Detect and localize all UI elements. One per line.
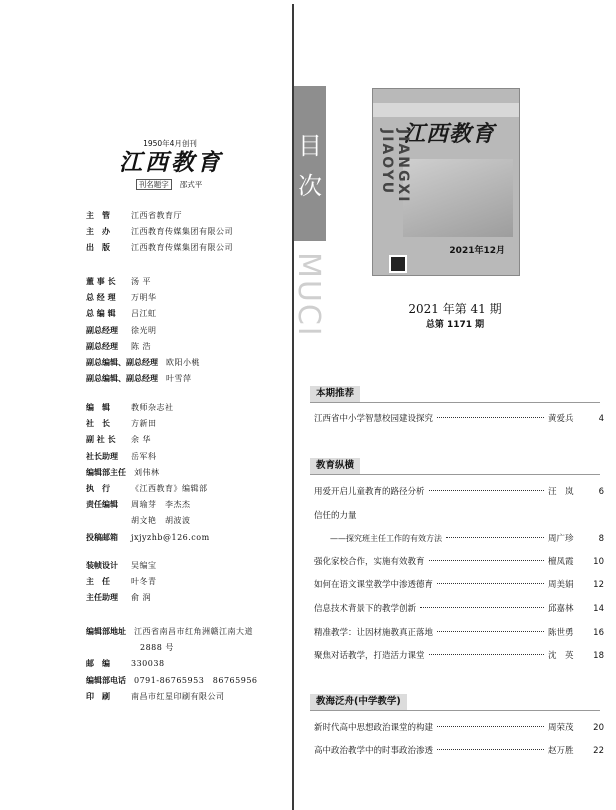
section-rule	[310, 402, 600, 403]
masthead-group-design	[86, 558, 157, 607]
masthead-group-editorial	[86, 400, 210, 546]
contents-char-mu: 目	[298, 132, 322, 160]
toc-entry[interactable]: 强化家校合作，实施有效教育 檀凤霞 10	[314, 557, 604, 567]
toc-entry[interactable]: 用爱开启儿童教育的路径分析 汪 岚 6	[314, 487, 604, 497]
masthead-row: 编辑部地址 江西省南昌市红角洲赣江南大道	[86, 627, 253, 636]
masthead-row: 副总经理 陈 浩	[86, 341, 152, 351]
logo-credit-name: 邵式平	[179, 180, 203, 189]
issue-number: 2021 年第 41 期	[408, 302, 502, 316]
contents-column	[291, 0, 616, 810]
contents-tab	[294, 86, 326, 241]
cover-photo	[403, 159, 513, 237]
founded-date: 1950年4月创刊	[143, 139, 197, 148]
masthead-row: 装帧设计 吴编宝	[86, 561, 157, 570]
toc-entry[interactable]: 精准教学：让因材施教真正落地 陈世勇 16	[314, 628, 604, 638]
cover-title: 江西教育	[403, 121, 496, 147]
masthead-row: 出 版 江西教育传媒集团有限公司	[86, 243, 233, 253]
toc-entry[interactable]: 如何在语文课堂教学中渗透德育 周美娟 12	[314, 580, 604, 590]
issue-total: 总第 1171 期	[425, 320, 485, 330]
logo-credit-label: 刊名题字	[136, 179, 172, 190]
masthead-row: 编辑部主任 刘伟林	[86, 467, 160, 477]
masthead-row: 副总编辑、副总经理 欧阳小桃	[86, 358, 200, 368]
section-header: 教育纵横	[310, 458, 360, 474]
qr-code-icon	[389, 255, 407, 273]
masthead-row: 副 社 长 余 华	[86, 435, 152, 445]
masthead-row: 主 任 叶冬青	[86, 577, 157, 587]
cover-pinyin: JIANGXI JIAOYU	[379, 129, 411, 204]
masthead-row: 总 经 理 万明华	[86, 293, 157, 303]
masthead-row: 编 辑 教师杂志社	[86, 403, 174, 412]
masthead-row: 社 长 方新田	[86, 419, 157, 429]
masthead-row: 投稿邮箱 jxjyzhb@126.com	[86, 532, 210, 542]
toc-entry[interactable]: 高中政治教学中的时事政治渗透 赵万胜 22	[314, 746, 604, 756]
contents-char-ci: 次	[298, 172, 322, 200]
section-rule	[310, 710, 600, 711]
section-rule	[310, 474, 600, 475]
masthead-row: 副总经理 徐光明	[86, 325, 157, 335]
cover-image	[372, 88, 520, 276]
cover-band	[373, 103, 519, 117]
masthead-row: 社长助理 岳军科	[86, 451, 157, 461]
section-header: 本期推荐	[310, 386, 360, 402]
masthead-row: 执 行 《江西教育》编辑部	[86, 484, 208, 494]
toc-entry[interactable]: 新时代高中思想政治课堂的构建 周荣茂 20	[314, 723, 604, 733]
masthead-row: 2888 号	[140, 643, 174, 653]
toc-entry[interactable]: 信息技术背景下的教学创新 邱嘉林 14	[314, 604, 604, 614]
masthead-row: 编辑部电话 0791-86765953 86765956	[86, 675, 258, 685]
masthead-row: 总 编 辑 吕江虹	[86, 309, 157, 319]
toc-entry[interactable]: 江西省中小学智慧校园建设探究 黄爱兵 4	[314, 414, 604, 424]
masthead-row: 责任编辑 周瑜芽 李杰杰	[86, 500, 191, 510]
masthead-row: 胡文艳 胡波波	[131, 516, 191, 526]
masthead-row: 邮 编 330038	[86, 659, 165, 669]
toc-entry-subtitle[interactable]: ——探究班主任工作的有效方法 周广珍 8	[330, 534, 604, 544]
masthead-row: 主 管 江西省教育厅	[86, 211, 182, 220]
toc-entry[interactable]: 聚焦对话教学，打造活力课堂 沈 英 18	[314, 651, 604, 661]
masthead-row: 印 刷 南昌市红星印刷有限公司	[86, 691, 225, 701]
masthead-group-contact	[86, 624, 258, 705]
logo-credit	[128, 179, 218, 190]
contents-pinyin: MUCI	[291, 252, 326, 338]
masthead-group-board	[86, 274, 200, 387]
masthead-row: 主 办 江西教育传媒集团有限公司	[86, 227, 233, 237]
masthead-row: 副总编辑、副总经理 叶雪萍	[86, 374, 192, 384]
masthead-group-publisher	[86, 208, 233, 257]
section-header: 教海泛舟(中学教学)	[310, 694, 407, 710]
masthead-column	[0, 0, 292, 810]
journal-logo: 江西教育	[119, 149, 223, 176]
toc-entry[interactable]: 信任的力量	[314, 511, 357, 521]
masthead-row: 主任助理 俞 润	[86, 593, 152, 603]
masthead-row: 董 事 长 汤 平	[86, 277, 152, 286]
cover-issue: 2021年12月	[449, 246, 505, 256]
